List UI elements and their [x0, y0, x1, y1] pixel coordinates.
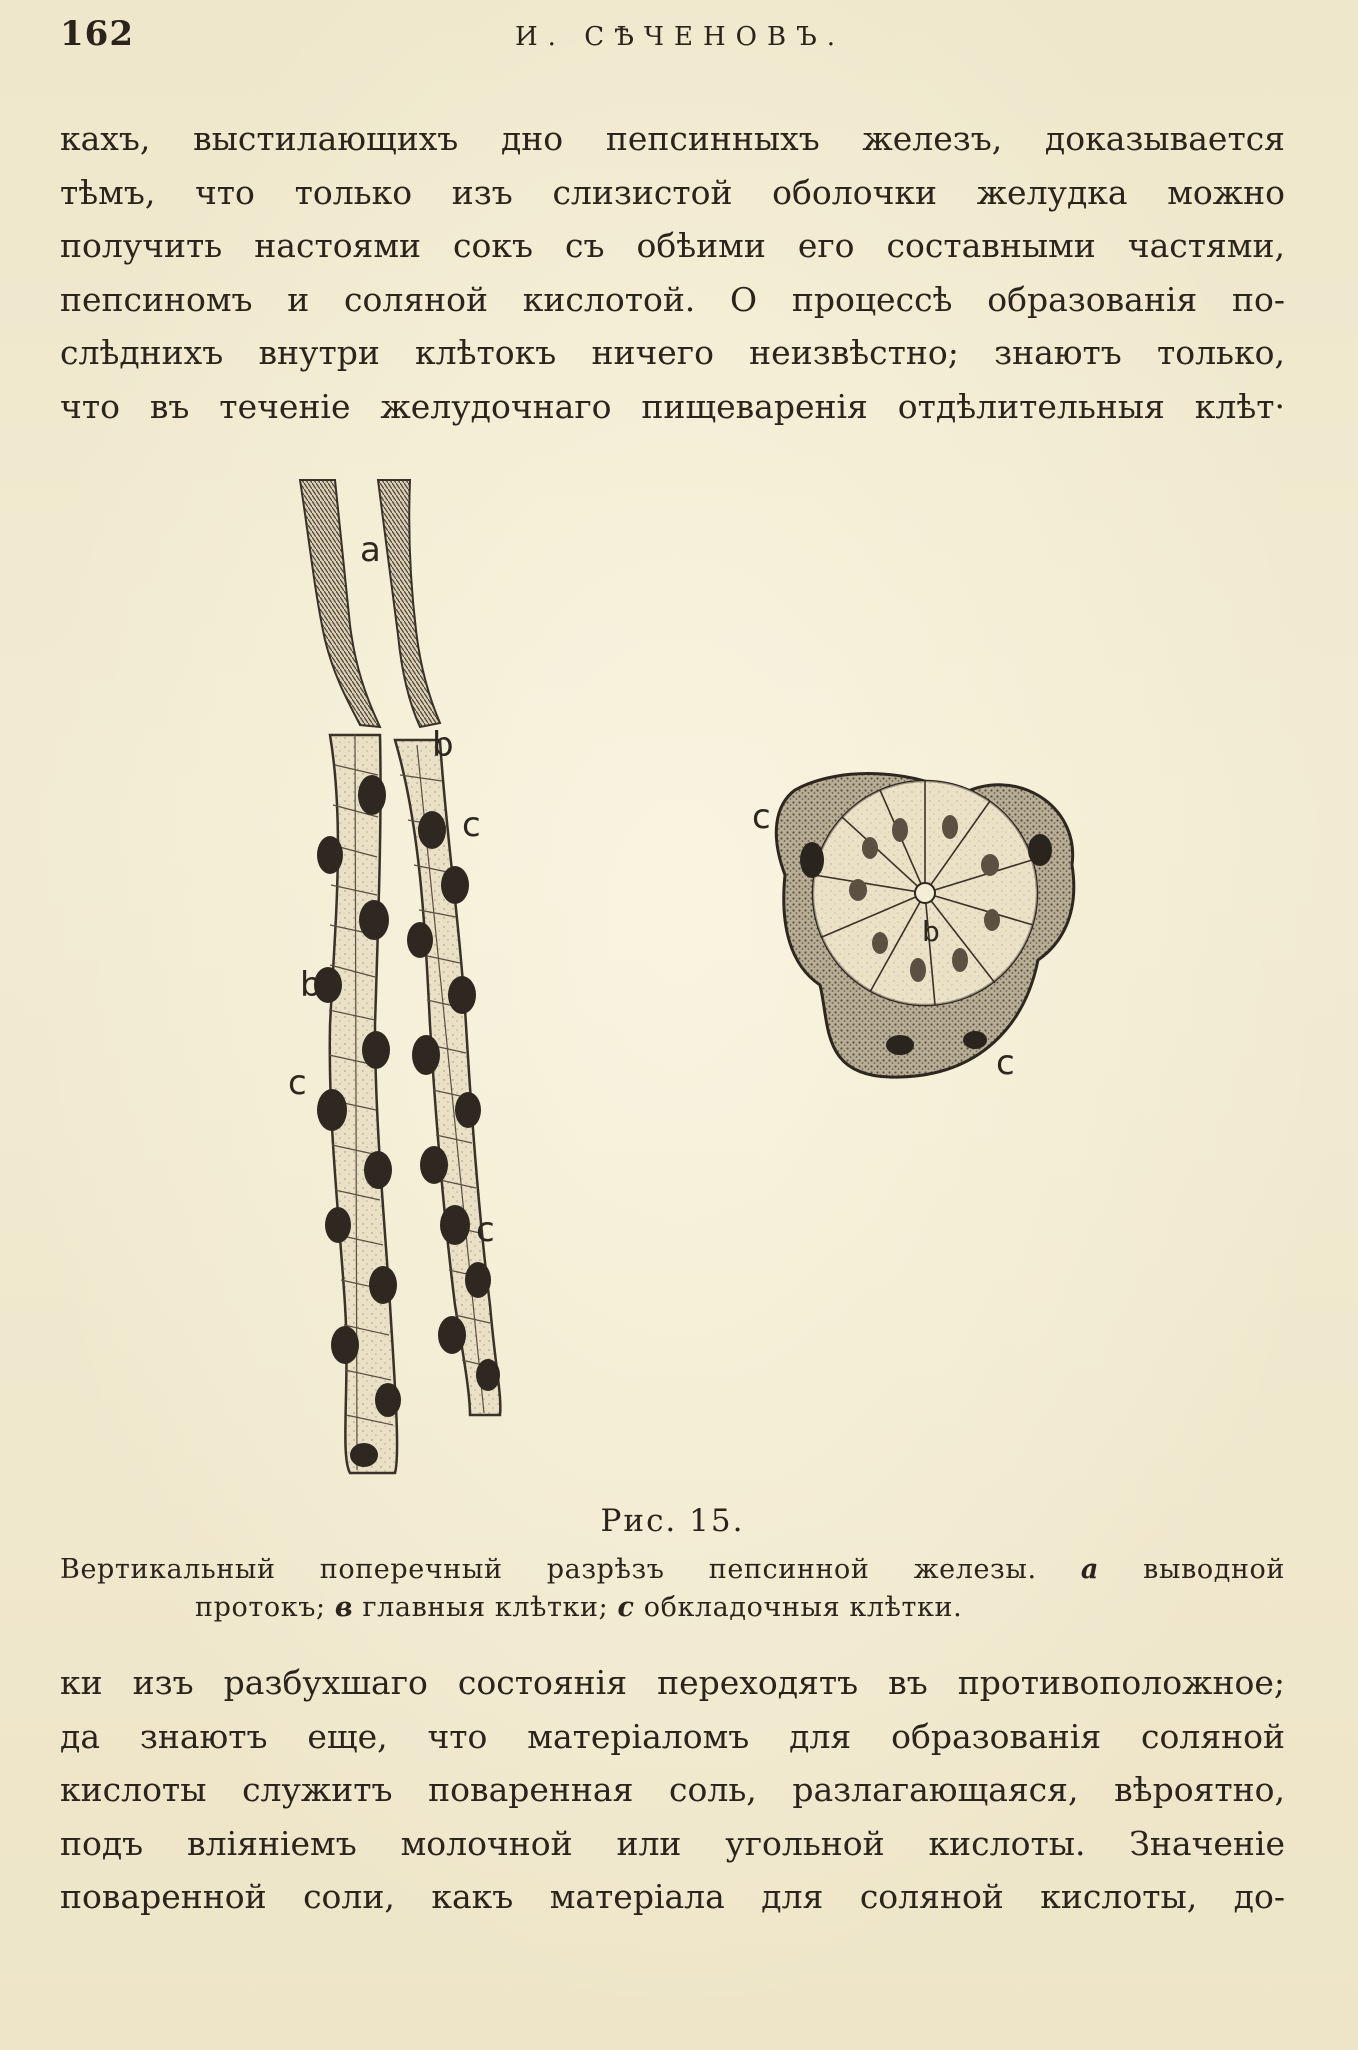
text-line: поваренной соли, какъ матеріала для соляной кислоты, до- — [60, 1877, 1285, 1916]
text-line: пепсиномъ и соляной кислотой. О процессѣ образованія по- — [60, 279, 1285, 319]
text-line: слѣднихъ внутри клѣтокъ ничего неизвѣстно; знаютъ только, — [60, 333, 1285, 372]
figure-15 — [0, 465, 1358, 1485]
label-c-right-lower: c — [476, 1210, 495, 1250]
text-line: кахъ, выстилающихъ дно пепсинныхъ железъ, доказывается — [60, 119, 1285, 158]
tubule-right — [395, 740, 500, 1415]
caption-letter-b: в — [334, 1592, 354, 1623]
caption-text-segment: выводной — [1098, 1554, 1285, 1585]
label-b-top: b — [432, 725, 454, 765]
caption-letter-c: c — [617, 1592, 635, 1623]
text-line: тѣмъ, что только изъ слизистой оболочки желудка можно — [60, 172, 1285, 212]
label-b-left: b — [300, 965, 322, 1005]
tubule-left — [314, 735, 401, 1473]
paragraph-bottom — [60, 1656, 1285, 1924]
caption-text-segment: протокъ; — [195, 1592, 335, 1623]
caption-letter-a: a — [1080, 1554, 1099, 1585]
paragraph-top — [60, 112, 1285, 433]
text-line: подъ вліяніемъ молочной или угольной кислоты. Значеніе — [60, 1823, 1285, 1863]
label-a: a — [360, 530, 381, 570]
caption-text-segment: Вертикальный поперечный разрѣзъ пепсинной железы. — [60, 1554, 1081, 1585]
caption-text-segment: обкладочныя клѣтки. — [634, 1592, 963, 1623]
page-number: 162 — [60, 14, 134, 54]
text-line: кислоты служитъ поваренная соль, разлагающаяся, вѣроятно, — [60, 1770, 1285, 1809]
label-b-cross: b — [922, 915, 940, 948]
label-c-cross-left: c — [752, 797, 771, 837]
label-c-right-upper: c — [462, 805, 481, 845]
caption-line-2 — [60, 1589, 1285, 1627]
page-header — [60, 14, 1300, 64]
caption-title: Рис. 15. — [600, 1503, 745, 1539]
text-line: получить настоями сокъ съ обѣими его составными частями, — [60, 226, 1285, 265]
text-line: ки изъ разбухшаго состоянія переходятъ въ противоположное; — [60, 1663, 1285, 1702]
running-head: И. СѢЧЕНОВЪ. — [515, 22, 845, 52]
duct-vertical-section — [300, 480, 440, 727]
label-c-left: c — [288, 1063, 307, 1103]
gland-illustration — [0, 465, 1358, 1485]
caption-text — [60, 1551, 1285, 1627]
label-c-cross-bottom: c — [996, 1043, 1015, 1083]
text-line: что въ теченіе желудочнаго пищеваренія отдѣлительныя клѣт· — [60, 386, 1285, 426]
figure-caption — [60, 1503, 1285, 1627]
caption-line-1 — [60, 1551, 1285, 1589]
text-line: да знаютъ еще, что матеріаломъ для образованія соляной — [60, 1716, 1285, 1756]
caption-text-segment: главныя клѣтки; — [353, 1592, 618, 1623]
